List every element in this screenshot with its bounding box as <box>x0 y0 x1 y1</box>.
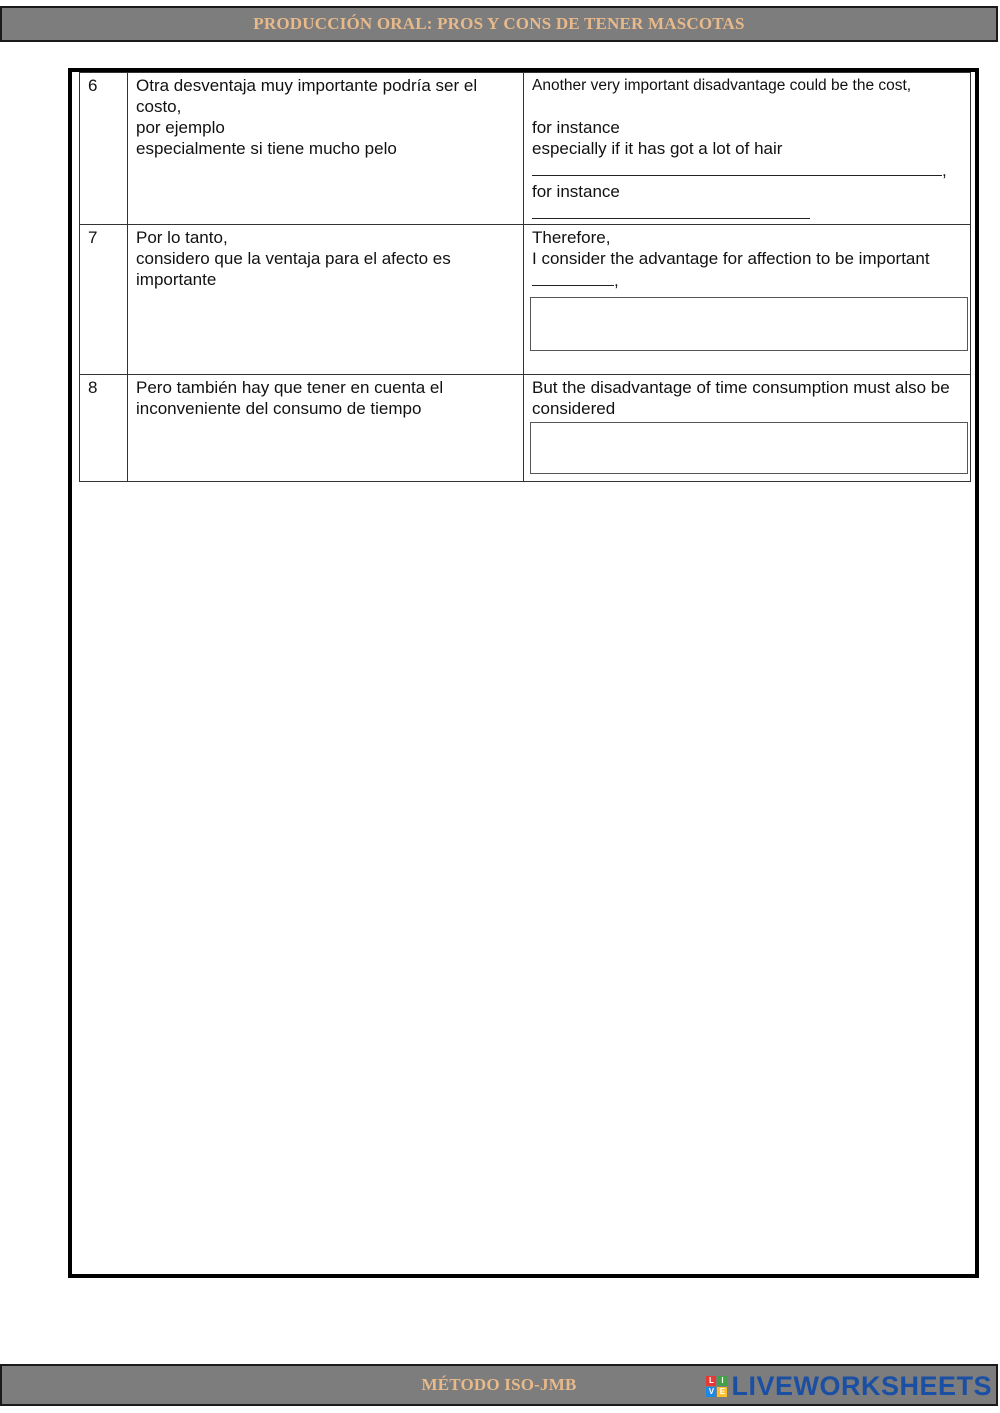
blank-suffix: , <box>614 271 619 290</box>
answer-input-box[interactable] <box>530 422 968 474</box>
table-row <box>80 73 971 225</box>
english-line: for instance <box>532 182 620 201</box>
row-number: 6 <box>80 73 128 225</box>
translation-table <box>79 72 971 482</box>
spanish-line: por ejemplo <box>136 118 225 137</box>
spanish-text-cell <box>128 375 524 482</box>
page-header-banner <box>0 6 998 42</box>
page-title: PRODUCCIÓN ORAL: PROS Y CONS DE TENER MASCOTAS <box>253 14 745 33</box>
logo-text: LIVEWORKSHEETS <box>731 1371 992 1401</box>
fill-in-blank-line[interactable] <box>532 269 962 291</box>
spanish-line: Pero también hay que tener en cuenta el inconveniente del consumo de tiempo <box>136 378 444 418</box>
english-text-cell <box>524 375 971 482</box>
english-line: for instance <box>532 118 620 137</box>
footer-title: MÉTODO ISO-JMB <box>421 1375 577 1394</box>
english-line: I consider the advantage for affection to be important <box>532 249 930 268</box>
row-number: 7 <box>80 225 128 375</box>
english-line: But the disadvantage of time consumption must also be considered <box>532 378 950 418</box>
spanish-text-cell <box>128 73 524 225</box>
fill-in-blank-line[interactable] <box>532 202 962 224</box>
spanish-text-cell <box>128 225 524 375</box>
spanish-line: especialmente si tiene mucho pelo <box>136 139 397 158</box>
fill-in-blank-line[interactable] <box>532 159 962 181</box>
english-line: especially if it has got a lot of hair <box>532 139 783 158</box>
liveworksheets-logo[interactable] <box>706 1371 992 1402</box>
english-line: Another very important disadvantage could be the cost, <box>532 77 912 94</box>
english-text-cell <box>524 225 971 375</box>
answer-input-box[interactable] <box>530 297 968 351</box>
table-row <box>80 225 971 375</box>
blank-suffix: , <box>942 161 947 180</box>
spanish-line: Por lo tanto, <box>136 228 228 247</box>
row-number: 8 <box>80 375 128 482</box>
spanish-line: considero que la ventaja para el afecto es importante <box>136 249 451 289</box>
table-row <box>80 375 971 482</box>
english-line: Therefore, <box>532 228 611 247</box>
spanish-line: Otra desventaja muy importante podría ser el costo, <box>136 76 478 116</box>
logo-mark-icon: L I V E <box>706 1376 727 1397</box>
english-text-cell <box>524 73 971 225</box>
